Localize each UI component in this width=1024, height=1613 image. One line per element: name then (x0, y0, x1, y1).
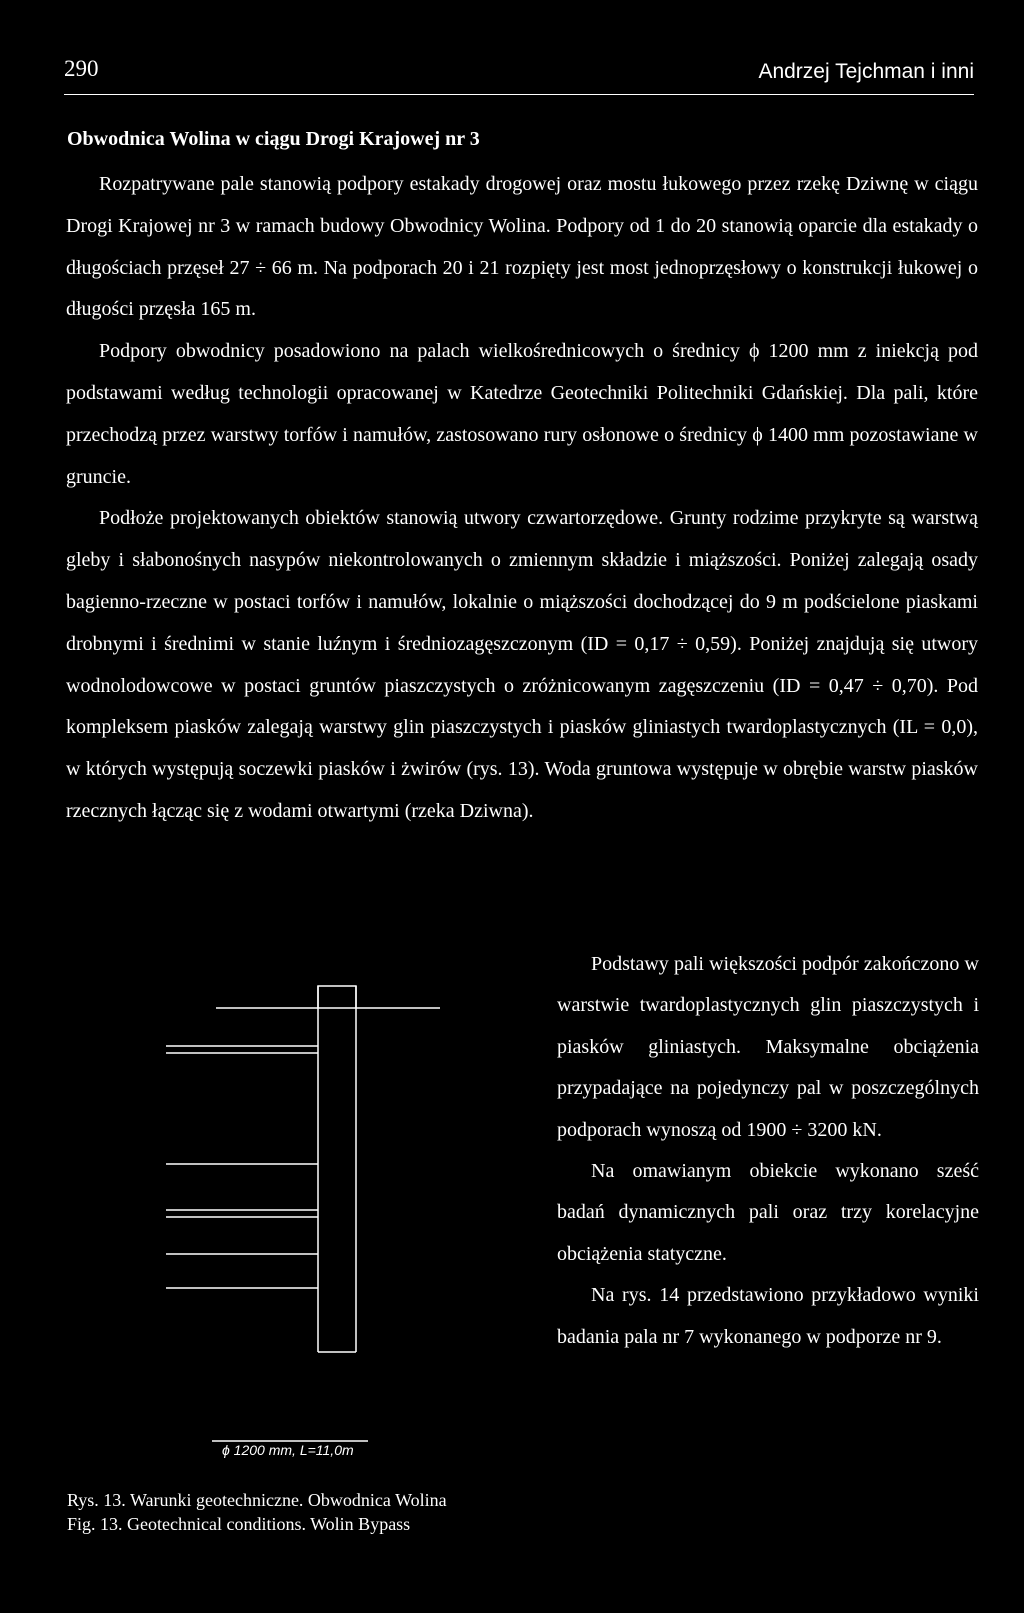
figure-caption-en: Fig. 13. Geotechnical conditions. Wolin Bypass (67, 1514, 411, 1534)
paragraph: Podpory obwodnicy posadowiono na palach wielkośrednicowych o średnicy ϕ 1200 mm z iniekcją pod podstawami według technologii opracowanej w Katedrze Geotechniki Politechniki Gdańskiej. Dla pali, które przechodzą przez warstwy torfów i namułów, zastosowano rury osłonowe o średnicy ϕ 1400 mm pozostawiane w gruncie. (66, 340, 978, 488)
paragraph: Podłoże projektowanych obiektów stanowią utwory czwartorzędowe. Grunty rodzime przykryte są warstwą gleby i słabonośnych nasypów niekontrolowanych o zmiennym składzie i miąższości. Poniżej zalegają osady bagienno-rzeczne w postaci torfów i namułów, lokalnie o miąższości dochodzącej do 9 m podścielone piaskami drobnymi i średnimi w stanie luźnym i średniozagęszczonym (ID = 0,17 ÷ 0,59). Poniżej znajdują się utwory wodnolodowcowe w postaci gruntów piaszczystych o zróżnicowanym zagęszczeniu (ID = 0,47 ÷ 0,70). Pod kompleksem piasków zalegają warstwy glin piaszczystych i piasków gliniastych twardoplastycznych (IL = 0,0), w których występują soczewki piasków i żwirów (rys. 13). Woda gruntowa występuje w obrębie warstw piasków rzecznych łącząc się z wodami otwartymi (rzeka Dziwna). (66, 507, 978, 822)
paragraph: Podstawy pali większości podpór zakończono w warstwie twardoplastycznych glin piaszczystych i piasków gliniastych. Maksymalne obciążenia przypadające na pojedynczy pal w poszczególnych podporach wynoszą od 1900 ÷ 3200 kN. (557, 953, 979, 1141)
pile-label: ϕ 1200 mm, L=11,0m (222, 1442, 354, 1458)
running-head: Andrzej Tejchman i inni (758, 60, 974, 83)
paragraph: Na rys. 14 przedstawiono przykładowo wyniki badania pala nr 7 wykonanego w podporze nr 9. (557, 1284, 979, 1348)
body-text (66, 164, 978, 833)
side-text (557, 944, 979, 1358)
figure-caption-pl: Rys. 13. Warunki geotechniczne. Obwodnica Wolina (67, 1490, 447, 1510)
page-number: 290 (64, 56, 99, 81)
figure-captions (67, 1488, 447, 1536)
paragraph: Rozpatrywane pale stanowią podpory estakady drogowej oraz mostu łukowego przez rzekę Dziwnę w ciągu Drogi Krajowej nr 3 w ramach budowy Obwodnicy Wolina. Podpory od 1 do 20 stanowią oparcie dla estakady o długościach przęseł 27 ÷ 66 m. Na podporach 20 i 21 rozpięty jest most jednoprzęsłowy o konstrukcji łukowej o długości przęsła 165 m. (66, 173, 978, 321)
page-header (64, 54, 974, 95)
paragraph: Na omawianym obiekcie wykonano sześć badań dynamicznych pali oraz trzy korelacyjne obciążenia statyczne. (557, 1160, 979, 1265)
section-title: Obwodnica Wolina w ciągu Drogi Krajowej nr 3 (67, 128, 480, 150)
geotechnical-figure (150, 978, 450, 1468)
pile-head (318, 986, 356, 1008)
